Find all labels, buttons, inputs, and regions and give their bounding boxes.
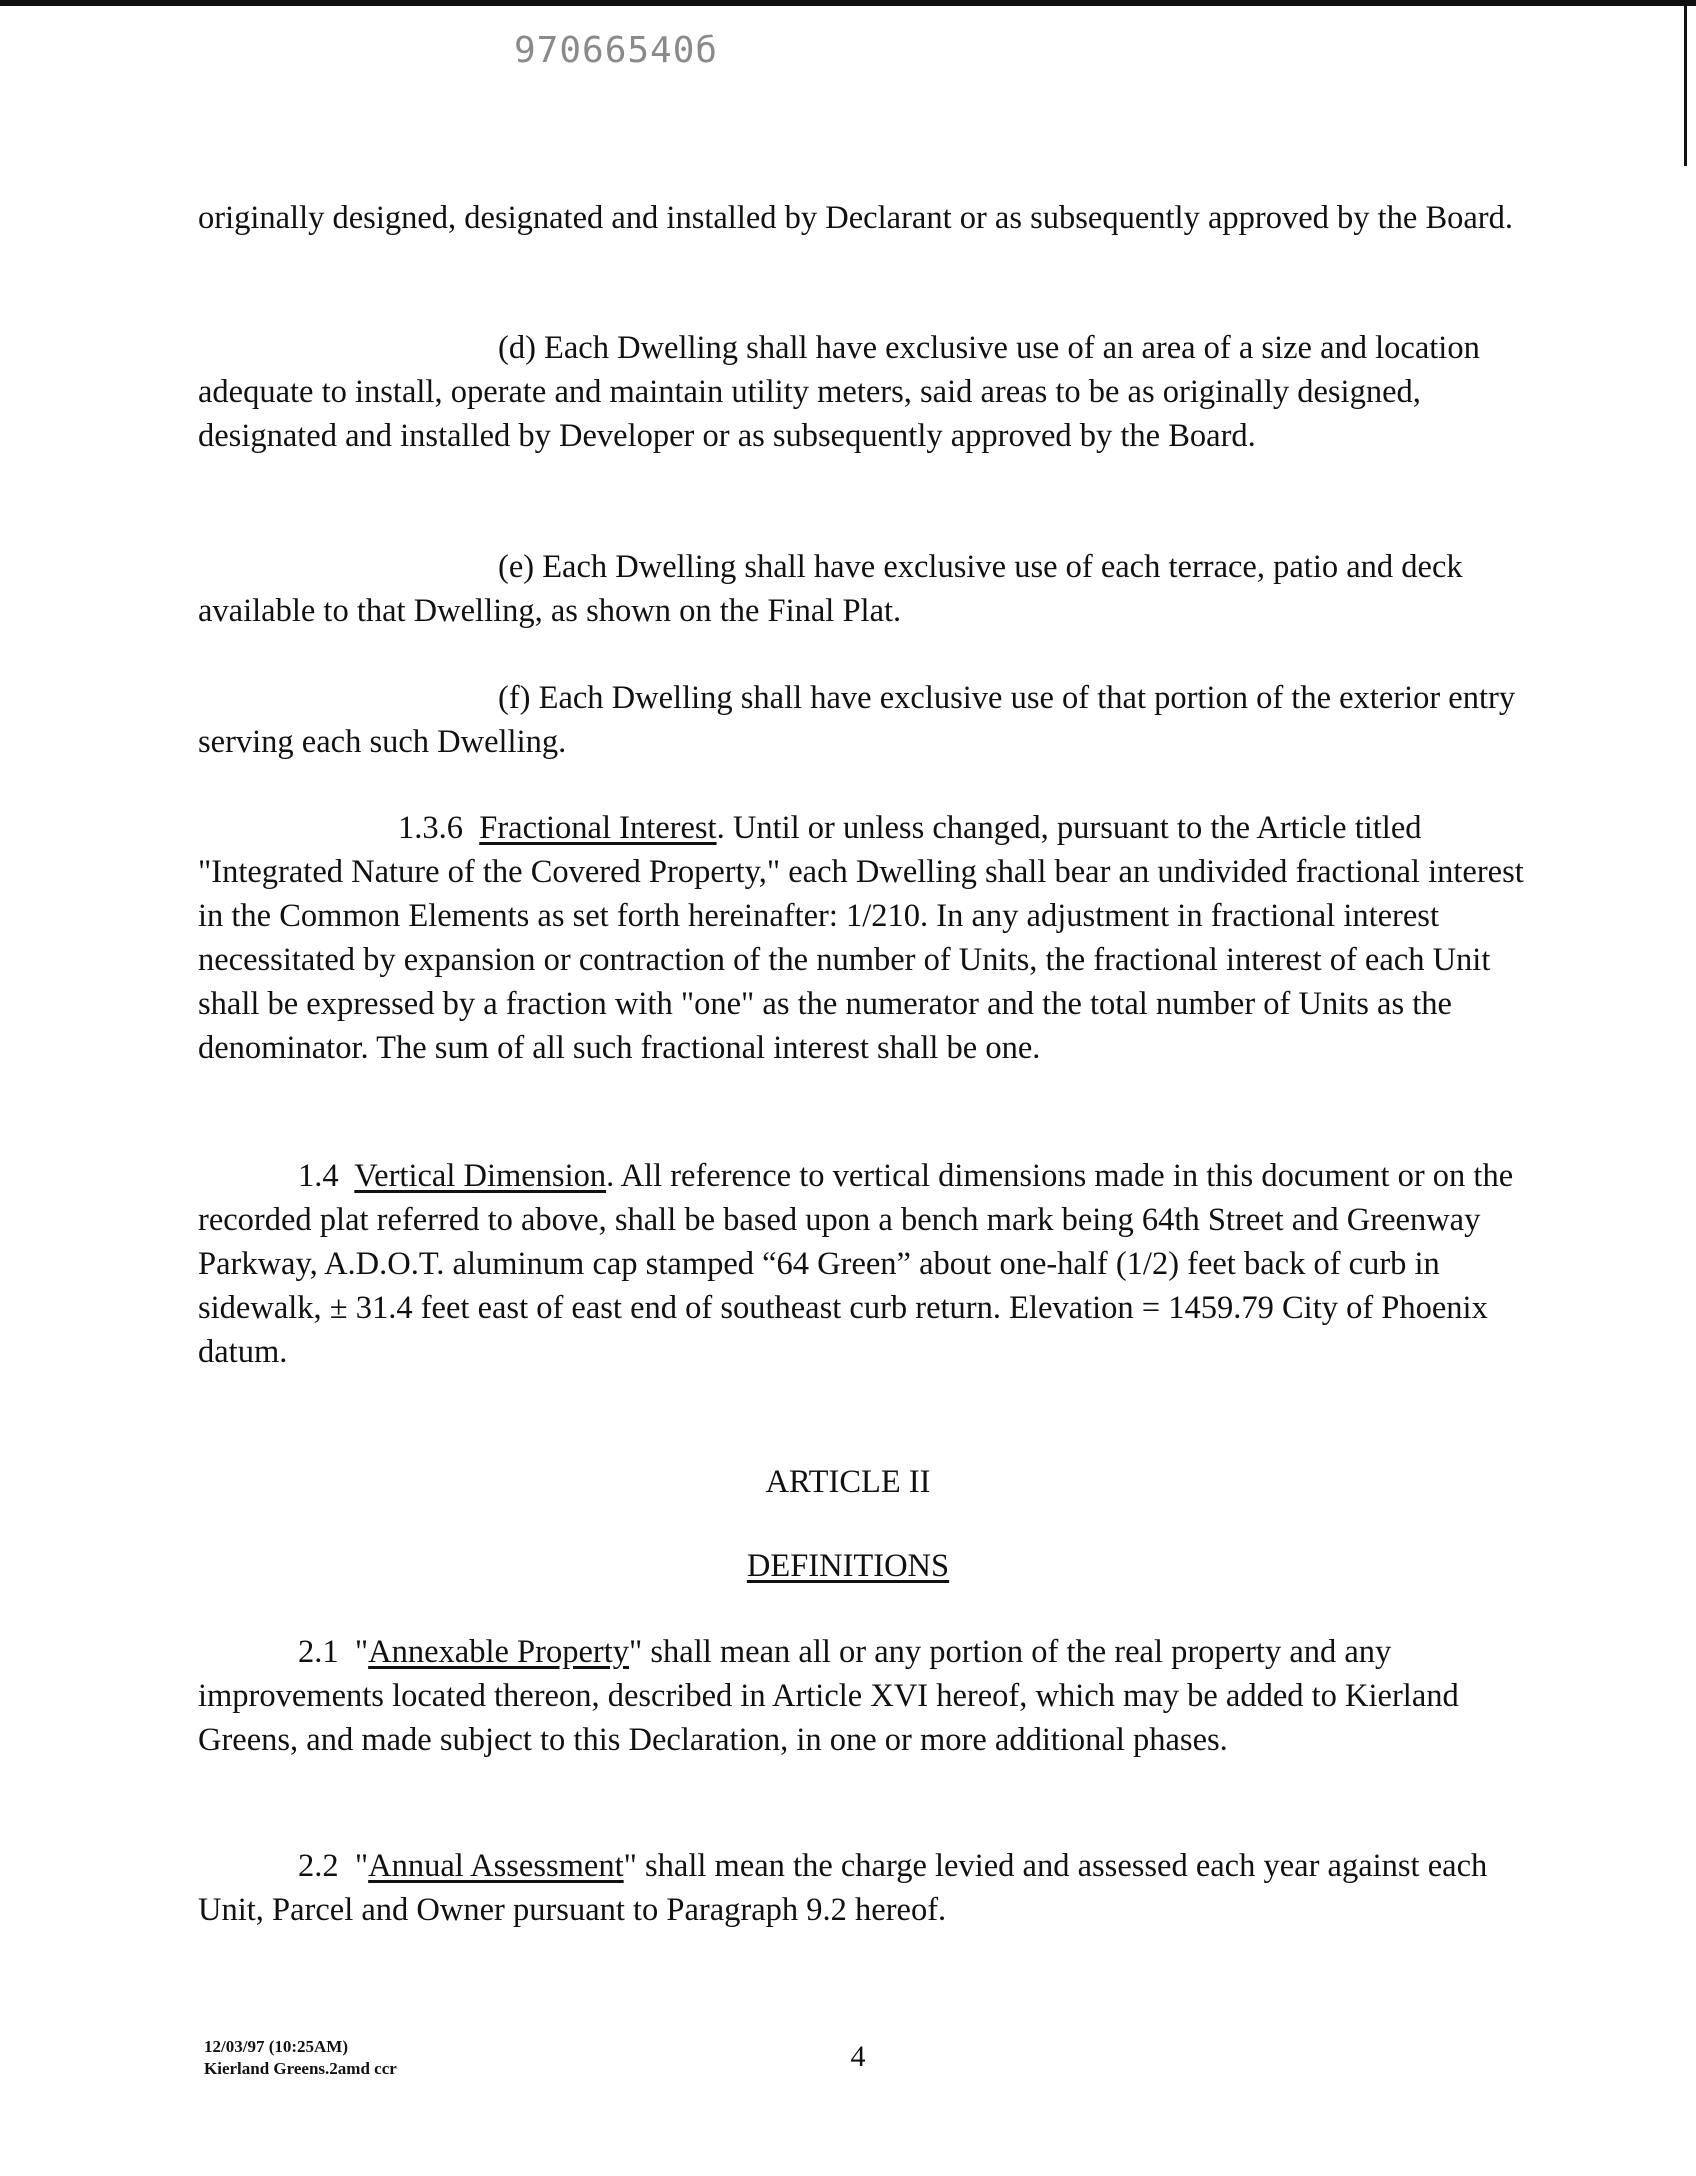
quote-open: "	[354, 1634, 369, 1670]
section-1-4	[198, 1154, 1528, 1374]
definition-number: 2.2	[298, 1848, 339, 1884]
paragraph-d: (d) Each Dwelling shall have exclusive use of an area of a size and location adequate to install, operate and maintain utility meters, said areas to be as originally designed, designated and installed by Developer or as subsequently approved by the Board.	[198, 330, 1480, 454]
section-heading: Vertical Dimension	[354, 1158, 607, 1194]
document-number-stamp: 97066540б	[514, 30, 719, 71]
paragraph-f: (f) Each Dwelling shall have exclusive use of that portion of the exterior entry serving each such Dwelling.	[198, 680, 1516, 760]
definition-body: " shall mean all or any portion of the real property and any improvements located thereon, described in Article XVI hereof, which may be added to Kierland Greens, and made subject to this Declaration, in one or more additional phases.	[198, 1634, 1459, 1758]
section-number: 1.4	[298, 1158, 339, 1194]
paragraph-continuation: originally designed, designated and installed by Declarant or as subsequently approved by the Board.	[198, 200, 1513, 236]
page-number: 4	[850, 2040, 866, 2073]
footer-date: 12/03/97 (10:25AM)	[204, 2037, 349, 2056]
scan-right-border	[1684, 6, 1687, 166]
scan-top-border	[0, 0, 1696, 6]
definition-term: Annexable Property	[368, 1634, 629, 1670]
section-heading: Fractional Interest	[479, 810, 717, 846]
section-number: 1.3.6	[398, 810, 463, 846]
section-body: . All reference to vertical dimensions made in this document or on the recorded plat referred to above, shall be based upon a bench mark being 64th Street and Greenway Parkway, A.D.O.T. aluminum cap stamped “64 Green” about one-half (1/2) feet back of curb in sidewalk, ± 31.4 feet east of east end of southeast curb return. Elevation = 1459.79 City of Phoenix datum.	[198, 1158, 1514, 1370]
article-subtitle: DEFINITIONS	[746, 1548, 950, 1584]
definition-body: " shall mean the charge levied and assessed each year against each Unit, Parcel and Owner pursuant to Paragraph 9.2 hereof.	[198, 1848, 1488, 1928]
definition-term: Annual Assessment	[368, 1848, 624, 1884]
definition-number: 2.1	[298, 1634, 339, 1670]
footer-filename: Kierland Greens.2amd ccr	[204, 2059, 397, 2078]
article-title: ARTICLE II	[765, 1464, 931, 1500]
definition-2-2	[198, 1844, 1528, 1932]
quote-open: "	[354, 1848, 369, 1884]
section-1-3-6	[198, 806, 1528, 1070]
paragraph-e: (e) Each Dwelling shall have exclusive use of each terrace, patio and deck available to that Dwelling, as shown on the Final Plat.	[198, 549, 1463, 629]
definition-2-1	[198, 1630, 1528, 1762]
footer-file-info	[204, 2036, 397, 2080]
section-body: . Until or unless changed, pursuant to the Article titled "Integrated Nature of the Covered Property," each Dwelling shall bear an undivided fractional interest in the Common Elements as set forth hereinafter: 1/210. In any adjustment in fractional interest necessitated by expansion or contraction of the number of Units, the fractional interest of each Unit shall be expressed by a fraction with "one" as the numerator and the total number of Units as the denominator. The sum of all such fractional interest shall be one.	[198, 810, 1524, 1066]
